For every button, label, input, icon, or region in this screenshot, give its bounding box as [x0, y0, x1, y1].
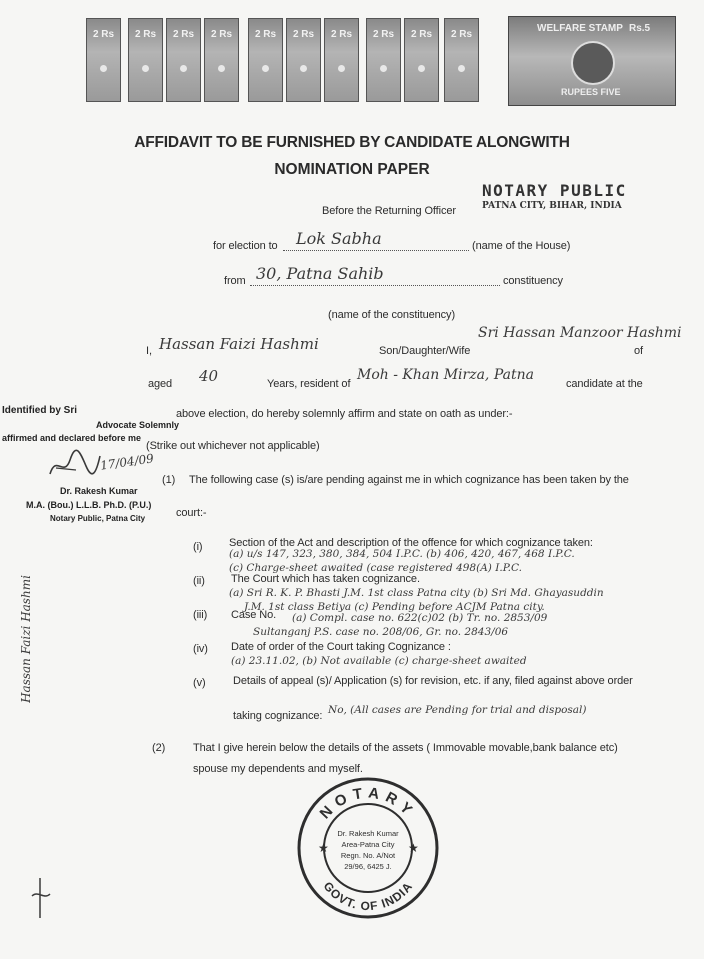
- margin-notary-place: Notary Public, Patna City: [50, 514, 146, 523]
- age-value: 40: [199, 367, 219, 385]
- aged-label: aged: [148, 378, 173, 390]
- sub-ii-text: The Court which has taken cognizance.: [231, 573, 420, 585]
- margin-notary-name: Dr. Rakesh Kumar: [60, 486, 138, 496]
- revenue-stamp: [166, 18, 201, 102]
- years-label: Years, resident of: [267, 378, 351, 390]
- sub-iv-answer: (a) 23.11.02, (b) Not available (c) charge-sheet awaited: [231, 655, 527, 667]
- revenue-stamp-value: 2 Rs: [254, 29, 277, 40]
- revenue-stamp: [366, 18, 401, 102]
- sub-ii-number: (ii): [193, 575, 205, 587]
- revenue-stamp-value: 2 Rs: [92, 29, 115, 40]
- revenue-stamp: [324, 18, 359, 102]
- sub-ii-answer-1: (a) Sri R. K. P. Bhasti J.M. 1st class Patna city (b) Sri Md. Ghayasuddin: [229, 587, 604, 599]
- revenue-stamp-value: 2 Rs: [450, 29, 473, 40]
- perforation-icon: [218, 65, 225, 72]
- revenue-stamp-value: 2 Rs: [172, 29, 195, 40]
- margin-signature-date: 17/04/09: [99, 451, 155, 473]
- margin-affirmed-line: affirmed and declared before me: [2, 433, 142, 443]
- sub-iii-text: Case No.: [231, 609, 277, 621]
- strike-note: (Strike out whichever not applicable): [146, 440, 320, 452]
- margin-mark-icon: [30, 876, 52, 920]
- notary-seal: [296, 776, 440, 920]
- perforation-icon: [380, 65, 387, 72]
- election-value: Lok Sabha: [296, 229, 382, 248]
- constituency-note: (name of the constituency): [328, 309, 456, 321]
- sub-i-text: Section of the Act and description of the offence for which cognizance taken:: [229, 537, 593, 549]
- welfare-emblem-icon: [571, 41, 615, 85]
- sub-v-text-2: taking cognizance:: [233, 710, 323, 722]
- welfare-stamp: [508, 16, 676, 106]
- perforation-icon: [300, 65, 307, 72]
- relation-label: Son/Daughter/Wife: [379, 345, 471, 357]
- item2-text-2: spouse my dependents and myself.: [193, 763, 363, 775]
- revenue-stamp-value: 2 Rs: [134, 29, 157, 40]
- sub-v-answer: No, (All cases are Pending for trial and disposal): [328, 704, 587, 716]
- margin-advocate-line: Advocate Solemnly: [96, 420, 180, 430]
- revenue-stamp: [128, 18, 163, 102]
- revenue-stamp-value: 2 Rs: [292, 29, 315, 40]
- sub-iii-answer-1: (a) Compl. case no. 622(c)02 (b) Tr. no. 2853/09: [292, 612, 548, 624]
- sub-v-text: Details of appeal (s)/ Application (s) for revision, etc. if any, filed against above order: [233, 675, 633, 687]
- seal-line-3: Regn. No. A/Not: [340, 851, 396, 860]
- sub-iv-text: Date of order of the Court taking Cognizance :: [231, 641, 451, 653]
- seal-top-text: NOTARY: [316, 784, 420, 823]
- item1-text: The following case (s) is/are pending against me in which cognizance has been taken by the: [189, 474, 629, 486]
- revenue-stamp-value: 2 Rs: [372, 29, 395, 40]
- perforation-icon: [338, 65, 345, 72]
- welfare-stamp-head: WELFARE STAMP: [537, 23, 623, 34]
- seal-star-left-icon: ★: [318, 841, 329, 855]
- revenue-stamp-value: 2 Rs: [410, 29, 433, 40]
- welfare-stamp-value: Rs.5: [629, 23, 651, 34]
- revenue-stamp-value: 2 Rs: [330, 29, 353, 40]
- item2-number: (2): [152, 742, 166, 754]
- perforation-icon: [458, 65, 465, 72]
- from-prefix: from: [224, 275, 246, 287]
- margin-vertical-signature: Hassan Faizi Hashmi: [18, 575, 33, 703]
- revenue-stamp: [444, 18, 479, 102]
- margin-notary-quals: M.A. (Bou.) L.L.B. Ph.D. (P.U.): [26, 500, 152, 510]
- returning-officer-line: Before the Returning Officer: [322, 205, 456, 217]
- oath-line: above election, do hereby solemnly affirm and state on oath as under:-: [176, 408, 513, 420]
- seal-bottom-text: GOVT. OF INDIA: [320, 879, 416, 914]
- father-name: Sri Hassan Manzoor Hashmi: [478, 325, 682, 341]
- perforation-icon: [262, 65, 269, 72]
- residence-value: Moh - Khan Mirza, Patna: [357, 367, 534, 383]
- perforation-icon: [142, 65, 149, 72]
- i-label: I,: [146, 345, 152, 357]
- item1-number: (1): [162, 474, 176, 486]
- sub-v-number: (v): [193, 677, 206, 689]
- revenue-stamp-value: 2 Rs: [210, 29, 233, 40]
- seal-line-1: Dr. Rakesh Kumar: [337, 829, 399, 838]
- notary-public-place: PATNA CITY, BIHAR, INDIA: [482, 201, 622, 211]
- notary-public-stamp: [482, 181, 627, 211]
- sub-i-answer-2: (c) Charge-sheet awaited (case registered 498(A) I.P.C.: [229, 562, 522, 574]
- from-value: 30, Patna Sahib: [256, 264, 384, 283]
- item2-text: That I give herein below the details of the assets ( Immovable movable,bank balance etc): [193, 742, 618, 754]
- sub-iv-number: (iv): [193, 643, 208, 655]
- sub-iii-number: (iii): [193, 609, 208, 621]
- affidavit-title: AFFIDAVIT TO BE FURNISHED BY CANDIDATE ALONGWITH: [134, 134, 570, 151]
- seal-line-4: 29/96, 6425 J.: [344, 862, 392, 871]
- notary-public-title: NOTARY PUBLIC: [482, 181, 627, 200]
- candidate-label: candidate at the: [566, 378, 643, 390]
- perforation-icon: [418, 65, 425, 72]
- revenue-stamp: [404, 18, 439, 102]
- election-suffix: (name of the House): [472, 240, 571, 252]
- election-prefix: for election to: [213, 240, 278, 252]
- seal-line-2: Area-Patna City: [341, 840, 395, 849]
- of-label: of: [634, 345, 643, 357]
- perforation-icon: [180, 65, 187, 72]
- sub-i-answer-1: (a) u/s 147, 323, 380, 384, 504 I.P.C. (b) 406, 420, 467, 468 I.P.C.: [229, 548, 575, 560]
- revenue-stamp: [86, 18, 121, 102]
- margin-identified-line: Identified by Sri: [2, 405, 78, 416]
- revenue-stamp: [248, 18, 283, 102]
- sub-ii-answer-2: J.M. 1st class Betiya (c) Pending before ACJM Patna city.: [244, 601, 545, 613]
- sub-i-number: (i): [193, 541, 203, 553]
- candidate-name: Hassan Faizi Hashmi: [159, 335, 319, 353]
- sub-iii-answer-2: Sultanganj P.S. case no. 208/06, Gr. no. 2843/06: [253, 626, 509, 638]
- notary-signature-icon: [46, 448, 102, 482]
- from-suffix: constituency: [503, 275, 563, 287]
- seal-star-right-icon: ★: [408, 841, 419, 855]
- revenue-stamp: [204, 18, 239, 102]
- item1-continuation: court:-: [176, 507, 207, 519]
- revenue-stamp: [286, 18, 321, 102]
- perforation-icon: [100, 65, 107, 72]
- affidavit-subtitle: NOMINATION PAPER: [274, 161, 430, 178]
- welfare-stamp-rupees: RUPEES FIVE: [561, 87, 621, 97]
